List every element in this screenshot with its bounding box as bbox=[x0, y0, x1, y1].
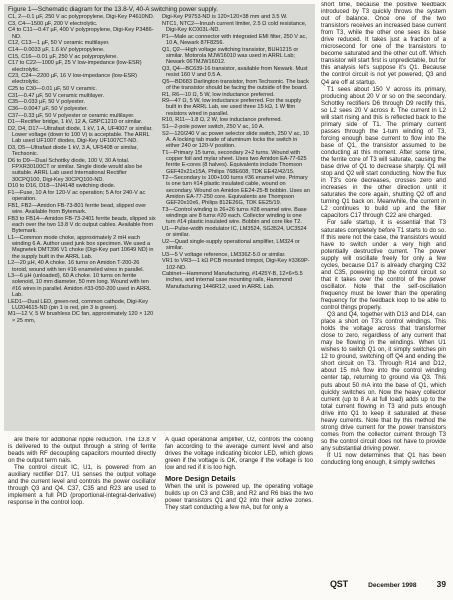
page-footer bbox=[330, 579, 446, 593]
parts-list-item: C4 to C11—0.47 µF, 400 V polypropylene, Digi-Key P3486-ND. bbox=[8, 27, 154, 40]
paragraph: Q3 and Q4, together with D13 and D14, can place a short on T3's control windings. This holds the voltage across that transformer close to zero, regardless of any current that may be flowing in the windings. When U1 wishes to switch Q1 on, it simply switches pin 12 to ground, switching off Q4 and ending the short circuit on T3. Through R14 and D12, about 15 mA flow into the control winding center tap, returning to ground via Q3. This puts about 50 mA into the base of Q1, which quickly switches on. Now the heavy collector current (up to 8 A at full load) adds up to the total current flowing in T3 and puts enough drive into Q1 to keep it saturated at these heavy currents. Note that by this method the strong drive current for the power transistors comes from the collector current through T3 so the control circuit does not have to provide any substantial driving power. bbox=[321, 312, 446, 452]
parts-list-item: C37—0.33 µF, 50 V polyester or ceramic multilayer. bbox=[8, 112, 135, 119]
parts-list-item: Cabinet—Hammond Manufacturing, #1425Y-B, 12×6×5.5 inches, and internal case mounting rails, Hammond Manufacturing 1446R12, used in ARRL Lab. bbox=[162, 271, 303, 290]
parts-list-item: C15, C16—0.01 µF, 250 V ac polypropylene. bbox=[8, 53, 118, 60]
parts-list-item: C23, C24—2200 µF, 16 V low-impedance (low-ESR) electrolytic. bbox=[8, 73, 137, 86]
paragraph: For safe startup, it is essential that T3 saturates completely before T1 starts to do so. If this were not the case, the transistors would have to switch under a very high and potentially destructive current. The power supply will oscillate freely for only a few cycles, because D17 is already charging C32 and C35, powering up the control circuit so that it takes over the control of the power oscillator. Note that the self-oscillation frequency must be lower than the operating frequency for the feedback loop to be able to control things properly. bbox=[321, 220, 446, 312]
parts-list-item: F1—Fuse, 10 A for 120-V ac operation; 5 A for 240-V ac operation. bbox=[8, 189, 146, 203]
parts-list-item: Q1, Q2—High voltage switching transistor, BUH1215 or similar. Motorola MJW16010 was used in ARRL Lab; Newark 06TMJW16012. bbox=[162, 46, 299, 66]
magazine-name: QST bbox=[330, 579, 348, 589]
figure-caption: Figure 1—Schematic diagram for the 13.8-V, 40-A switching power supply. bbox=[8, 6, 218, 13]
paragraph: short time, because the positive feedback introduced by T3 quickly throws the system out of balance. Once one of the two transistors receives an increased base current from T3, while the other one sees its base drive reduced. It takes just a fraction of a microsecond for one of the transistors to become saturated and the other cut off. Which transistor will start first is unpredictable, but for this analysis let's suppose it's Q1. Because the control circuit is not yet powered, Q3 and Q4 are off at startup. bbox=[321, 2, 446, 86]
parts-list-item: Q5—BD683 Darlington transistor, from Techsonic. The back of the transistor should be facing the outside of the board. bbox=[162, 78, 309, 91]
parts-list-item: VR1 to VR3—1 kΩ PCB mounted trimpot, Digi-Key #3369P-102-ND. bbox=[162, 258, 310, 271]
parts-list-item: C35—0.033 µF, 50 V polyester. bbox=[8, 99, 85, 106]
section-heading: More Design Details bbox=[165, 474, 236, 484]
parts-list-item: U3—5 V voltage reference, LM336Z-5.0 or similar. bbox=[162, 251, 286, 258]
parts-list-item: C25 to C30—0.01 µF, 50 V ceramic. bbox=[8, 86, 97, 93]
parts-list-item: D6 to D9—Dual Schottky diode, 100 V, 30 A total. FPXR30100CT or similar. Single diode would also be suitable. ARRL Lab used International Rectifier 30CPQ100, Digi-Key 30CPQ100-ND. bbox=[8, 157, 143, 183]
paragraph: If U1 now determines that Q1 has been conducting long enough, it simply switches bbox=[321, 453, 446, 467]
parts-list-item: L1—Common mode choke, approximately 2 mH each winding 6 A. Author used junk box specimen. We used a Magnetek DMT396 V1 choke (Digi-Key part 10649 ND) in the supply built in the ARRL Lab. bbox=[8, 234, 154, 260]
parts-list-item: NTC1, NTC2—Inrush current limiter, 2.5 Ω cold resistance, Digi-Key KC003L-ND. bbox=[162, 20, 307, 34]
parts-list-item: R1, R6—10 Ω, 5 W, low inductance preferred. bbox=[162, 91, 275, 98]
paragraph: A quad operational amplifier, U2, controls the cooling fan according to the average current level and also drives the voltage indicating bicolor LED, which glows green if the voltage is OK, orange if the voltage is too low and red if it is too high. bbox=[165, 437, 313, 472]
parts-list-column-1 bbox=[8, 14, 156, 324]
parts-list-item: M1—12 V, 5 W brushless DC fan, approximately 120 × 120 × 25 mm, bbox=[8, 311, 154, 324]
parts-list-item: T3—Control winding is 26+26 turns #28 enamel wire. Base windings are 8 turns #20 each. Collector winding is one turn #14 plastic insulated wire. Bobbin and core like T2. bbox=[162, 206, 307, 226]
parts-list-item: FB1, FB2—Amidon FB-73-801 ferrite bead, slipped over wire. Available from Bytemark. bbox=[8, 202, 147, 216]
parts-list-item: C17 to C22—1000 µF, 25 V low-impedance (low-ESR) electrolytic. bbox=[8, 60, 142, 73]
parts-columns bbox=[8, 14, 311, 324]
parts-list-item: Q3, Q4—BC639-16 transistor, available from Newark. Must resist 160 V and 0.5 A. bbox=[162, 65, 308, 79]
parts-list-item: L2—20 µH, 40 A choke. 16 turns on Amidon T-200-26 toroid, wound with ten #16 enameled wires in parallel. bbox=[8, 260, 144, 273]
parts-list-item: T2—Secondary is 100+100 turns #36 enamel wire. Primary is one turn #14 plastic insulated cable, wound on secondary. Wound on Amidon EE24-25-B bobbin. Uses an Amidon EA-77-250 core. Equivalents are Thompson GEF20x10x6, Philips 812E26G, TDK EE25/19. bbox=[162, 175, 310, 207]
parts-list-item: S2—120/240 V ac power selector slide switch, 250 V ac, 10 A. A locking tab made of aluminum locks the switch in either 240 or 120-V position. bbox=[162, 130, 309, 150]
body-text-bottom-middle bbox=[165, 437, 313, 577]
parts-list-item: D10 to D16, D18—1N4148 switching diode. bbox=[8, 183, 116, 190]
parts-list-item: P1—Male ac connector with integrated EMI filter, 250 V ac, 10 A, Newark 87F8256. bbox=[162, 33, 307, 46]
parts-list-item: D1—Rectifier bridge, 1 kV, 12 A, GBPC1210 or similar. bbox=[8, 119, 143, 126]
parts-list-item: C31—0.47 µF, 50 V ceramic multilayer. bbox=[8, 92, 104, 99]
parts-list-item: C14—0.0033 µF, 1.6 kV polypropylene. bbox=[8, 47, 105, 54]
parts-list-item: R10, R11—1.8 Ω, 2 W, low inductance preferred. bbox=[162, 117, 282, 124]
parts-list-item: FB3 to FB14—Amidon FB-73-2401 ferrite beads, slipped six each over the two 13.8 V dc output cables. Available from Bytemark. bbox=[8, 215, 156, 235]
parts-list-item: U1—Pulse-width modulator IC, LM3524, SG3524, UC3524 or similar. bbox=[162, 225, 307, 239]
parts-list-item: S1—2-pole power switch, 250 V ac, 10 A. bbox=[162, 123, 265, 130]
parts-list-item: LED1—Dual LED, green-red, common cathode, Digi-Key LU204615-ND (pin 1 is red, pin 3 is green). bbox=[8, 298, 148, 311]
paragraph: The control circuit IC, U1, is powered from an auxiliary rectifier D17. U1 senses the output voltage and the current level and controls the power oscillator through Q3 and Q4. C37, C35 and R23 are used to implement a full PID (proportional-integral-derivative) response in the control loop. bbox=[8, 465, 156, 507]
parts-list-item: C12, C13—1 µF, 50 V ceramic multilayer. bbox=[8, 40, 110, 47]
parts-list-item: U2—Quad single-supply operational amplifier, LM324 or similar. bbox=[162, 238, 300, 252]
page-number: 39 bbox=[436, 579, 446, 589]
parts-list-item: Digi-Key P9753-ND is 120×120×38 mm and 3.5 W. bbox=[162, 14, 288, 21]
paragraph: are there for additional ripple reduction. The 13.8 V is delivered to the output through a string of ferrite beads with RF decoupling capacitors mounted directly on the output term nals. bbox=[8, 437, 156, 465]
parts-list-item: C3, C4—1500 µF, 200 V electrolytic. bbox=[8, 20, 98, 27]
parts-list-item: T1—Primary 15 turns, secondary 2+2 turns. Wound with copper foil and mylar sheet. Uses two Amidon EA-77-625 ferrite E-cores (8 halves). Equivalents include Thomson GEF42x21x15A, Philips 768E608, TDK EE42/42/15. bbox=[162, 149, 307, 175]
parts-list-box bbox=[4, 4, 315, 431]
issue-date: December 1998 bbox=[368, 582, 417, 589]
parts-list-item: L3—6 µH (unloaded), 60 A choke. 10 turns on ferrite solenoid, 10 mm diameter, 50 mm long. Wound with ten #16 wires in parallel. Amidon #33-050-200 used in ARRL Lab. bbox=[8, 273, 151, 298]
parts-list-item: C1, 2—0.1 µF, 250 V ac polypropylene, Digi-Key P4610ND. bbox=[8, 14, 155, 21]
parts-list-column-2 bbox=[162, 14, 310, 324]
parts-list-item: C36—0.0047 µF, 50 V polyester. bbox=[8, 106, 88, 112]
paragraph: T1 sees about 150 V across its primary, producing about 20 V or so on the secondary. Schottky rectifiers D6 through D9 rectify this, so L2 sees 20 V across it. The current in L2 will start rising and this is reflected back to the primary side of T1. The primary current passes through the 1-turn winding of T3, forcing enough base current to flow into the base of Q1, the transistor assumed to be conducting at this moment. After some time, the ferrite core of T3 will saturate, causing the base drive of Q1 to decrease sharply. Q1 will stop and Q2 will start conducting. Now the flux in T3's core decreases, crosses zero and increases in the other direction until it saturates the core again, shutting Q2 off and turning Q1 back on. Meanwhile, the current in L2 continues to build up and the filter capacitors C17 through C22 are charged. bbox=[321, 86, 446, 220]
body-text-right-column bbox=[321, 2, 446, 577]
parts-list-item: D2, D4, D17—Ultrafast diode, 1 kV, 1 A, UF4007 or similar. Lower voltage (down to 100 V) is acceptable. The ARRL Lab used UF1007 diodes, Digi-Key UF1007CT-ND. bbox=[8, 125, 153, 145]
paragraph: When the unit is powered up, the operating voltage builds up on C3 and C3B, and R2 and R6 bias the two power transistors Q1 and Q2 into their active zones. They start conducting a few mA, but for only a bbox=[165, 484, 313, 512]
parts-list-item: D3, D5—Ultrafast diode 1 kV, 3 A, UF5408 or similar, Techsonic. bbox=[8, 145, 138, 158]
parts-list-item: R9—47 Ω, 5 W, low inductance preferred. For the supply built in the ARRL Lab, we used three 15 kΩ, 1 W film resistors wired in parallel. bbox=[162, 98, 302, 117]
body-text-bottom-left bbox=[8, 437, 156, 577]
